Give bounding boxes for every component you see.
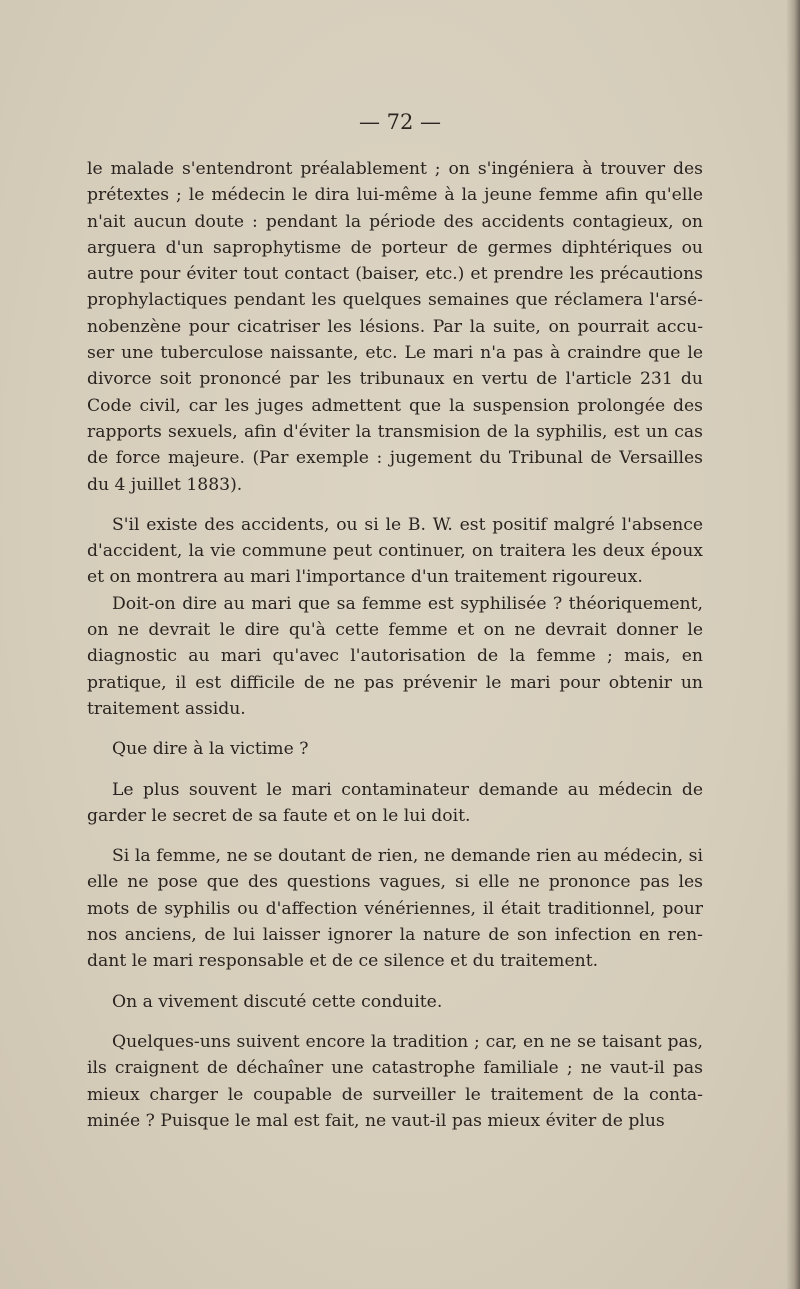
paragraph-8: Quelques-uns suivent encore la tradition ; car, en ne se taisant pas, ils craignent de déchaîner une catastrophe familiale ; ne vaut-il pas mieux charger le coupable de surveiller le traitement de la conta-minée ? Puisque le mal est fait, ne vaut-il pas mieux éviter de plus (87, 1031, 703, 1131)
paragraph-3: Doit-on dire au mari que sa femme est syphilisée ? théoriquement, on ne devrait le dire qu'à cette femme et on ne devrait donner le diagnostic au mari qu'avec l'autorisation de la femme ; mais, en pratique, il est difficile de ne pas prévenir le mari pour obtenir un traitement assidu. (87, 593, 703, 719)
paragraph-6: Si la femme, ne se doutant de rien, ne demande rien au médecin, si elle ne pose que des questions vagues, si elle ne prononce pas les mots de syphilis ou d'affection vénériennes, il était traditionnel, pour nos anciens, de lui laisser ignorer la nature de son infection en ren-dant le mari responsable et de ce silence et du traitement. (87, 846, 703, 972)
paragraph-1: le malade s'entendront préalablement ; on s'ingéniera à trouver des prétextes ; le médecin le dira lui-même à la jeune femme afin qu'elle n'ait aucun doute : pendant la période des accidents contagieux, on arguera d'un saprophytisme de porteur de germes diphtériques ou autre pour éviter tout contact (baiser, etc.) et prendre les précautions prophylactiques pendant les quelques semaines que réclamera l'arsé-nobenzène pour cicatriser les lésions. Par la suite, on pourrait accu-ser une tuberculose naissante, etc. Le mari n'a pas à craindre que le divorce soit prononcé par les tribunaux en vertu de l'article 231 du Code civil, car les juges admettent que la suspension prolongée des rapports sexuels, afin d'éviter la transmision de la syphilis, est un cas de force majeure. (Par exemple : jugement du Tribunal de Versailles du 4 juillet 1883). (87, 159, 703, 495)
page-number: — 72 — (358, 110, 442, 134)
page-edge-shadow (786, 0, 800, 1289)
paragraph-4: Que dire à la victime ? (112, 739, 309, 760)
paragraph-7: On a vivement discuté cette conduite. (112, 991, 443, 1012)
paragraph-5: Le plus souvent le mari contaminateur demande au médecin de garder le secret de sa faute et on le lui doit. (87, 779, 703, 826)
paragraph-2: S'il existe des accidents, ou si le B. W. est positif malgré l'absence d'accident, la vie commune peut continuer, on traitera les deux époux et on montrera au mari l'importance d'un traitement rigoureux. (87, 514, 703, 588)
body-text (87, 156, 703, 1134)
